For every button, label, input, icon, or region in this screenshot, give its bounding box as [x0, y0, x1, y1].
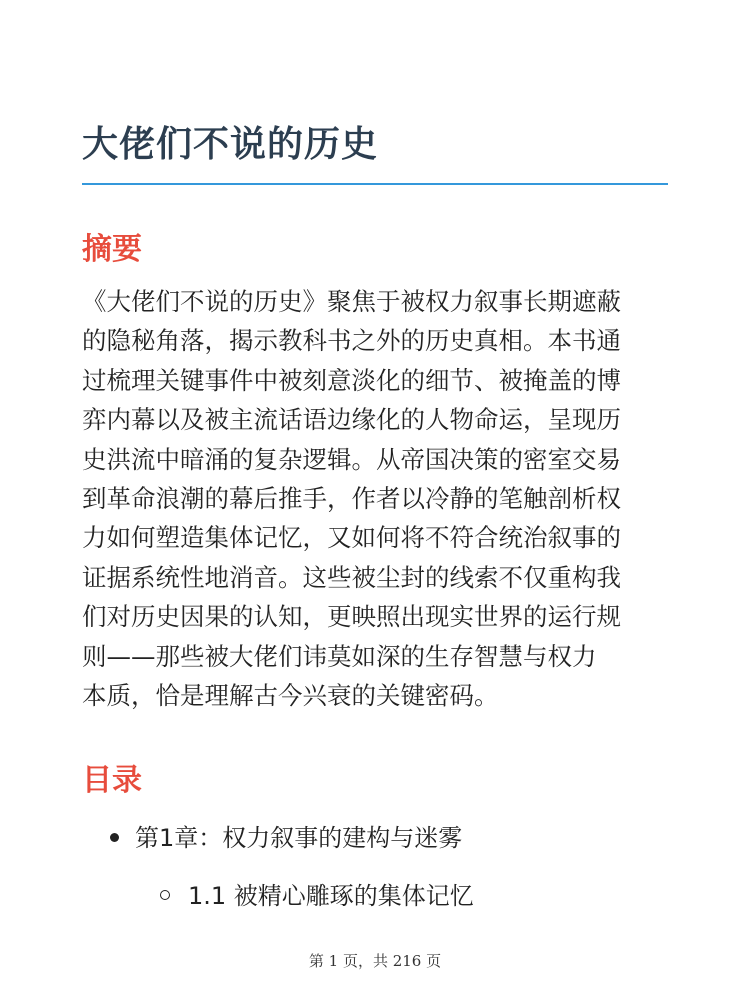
abstract-line: 《大佬们不说的历史》聚焦于被权力叙事长期遮蔽: [82, 287, 621, 316]
bullet-circle-icon: [160, 890, 170, 900]
toc-item-label: 第1章：权力叙事的建构与迷雾: [135, 824, 463, 852]
abstract-line: 们对历史因果的认知，更映照出现实世界的运行规: [82, 602, 621, 632]
abstract-line: 史洪流中暗涌的复杂逻辑。从帝国决策的密室交易: [82, 444, 621, 474]
abstract-line: 证据系统性地消音。这些被尘封的线索不仅重构我: [82, 562, 621, 592]
abstract-line: 本质，恰是理解古今兴衰的关键密码。: [82, 680, 499, 710]
toc-item-chapter-1[interactable]: [110, 818, 462, 853]
page-number-footer: 第 1 页，共 216 页: [308, 952, 442, 970]
title-divider: [82, 183, 668, 185]
abstract-line: 过梳理关键事件中被刻意淡化的细节、被掩盖的博: [82, 365, 621, 395]
abstract-line: 则——那些被大佬们讳莫如深的生存智慧与权力: [82, 641, 597, 671]
toc-item-section-1-1[interactable]: [160, 876, 474, 911]
abstract-heading: 摘要: [82, 232, 142, 267]
abstract-line: 力如何塑造集体记忆，又如何将不符合统治叙事的: [82, 523, 621, 553]
abstract-line: 的隐秘角落，揭示教科书之外的历史真相。本书通: [82, 326, 621, 356]
bullet-dot-icon: [110, 833, 119, 842]
toc-item-label: 1.1 被精心雕琢的集体记忆: [188, 882, 474, 910]
abstract-line: 到革命浪潮的幕后推手，作者以冷静的笔触剖析权: [82, 483, 621, 513]
document-title: 大佬们不说的历史: [82, 124, 379, 165]
toc-heading: 目录: [82, 763, 142, 798]
abstract-line: 弈内幕以及被主流话语边缘化的人物命运，呈现历: [82, 405, 621, 435]
abstract-paragraph: [82, 282, 672, 715]
